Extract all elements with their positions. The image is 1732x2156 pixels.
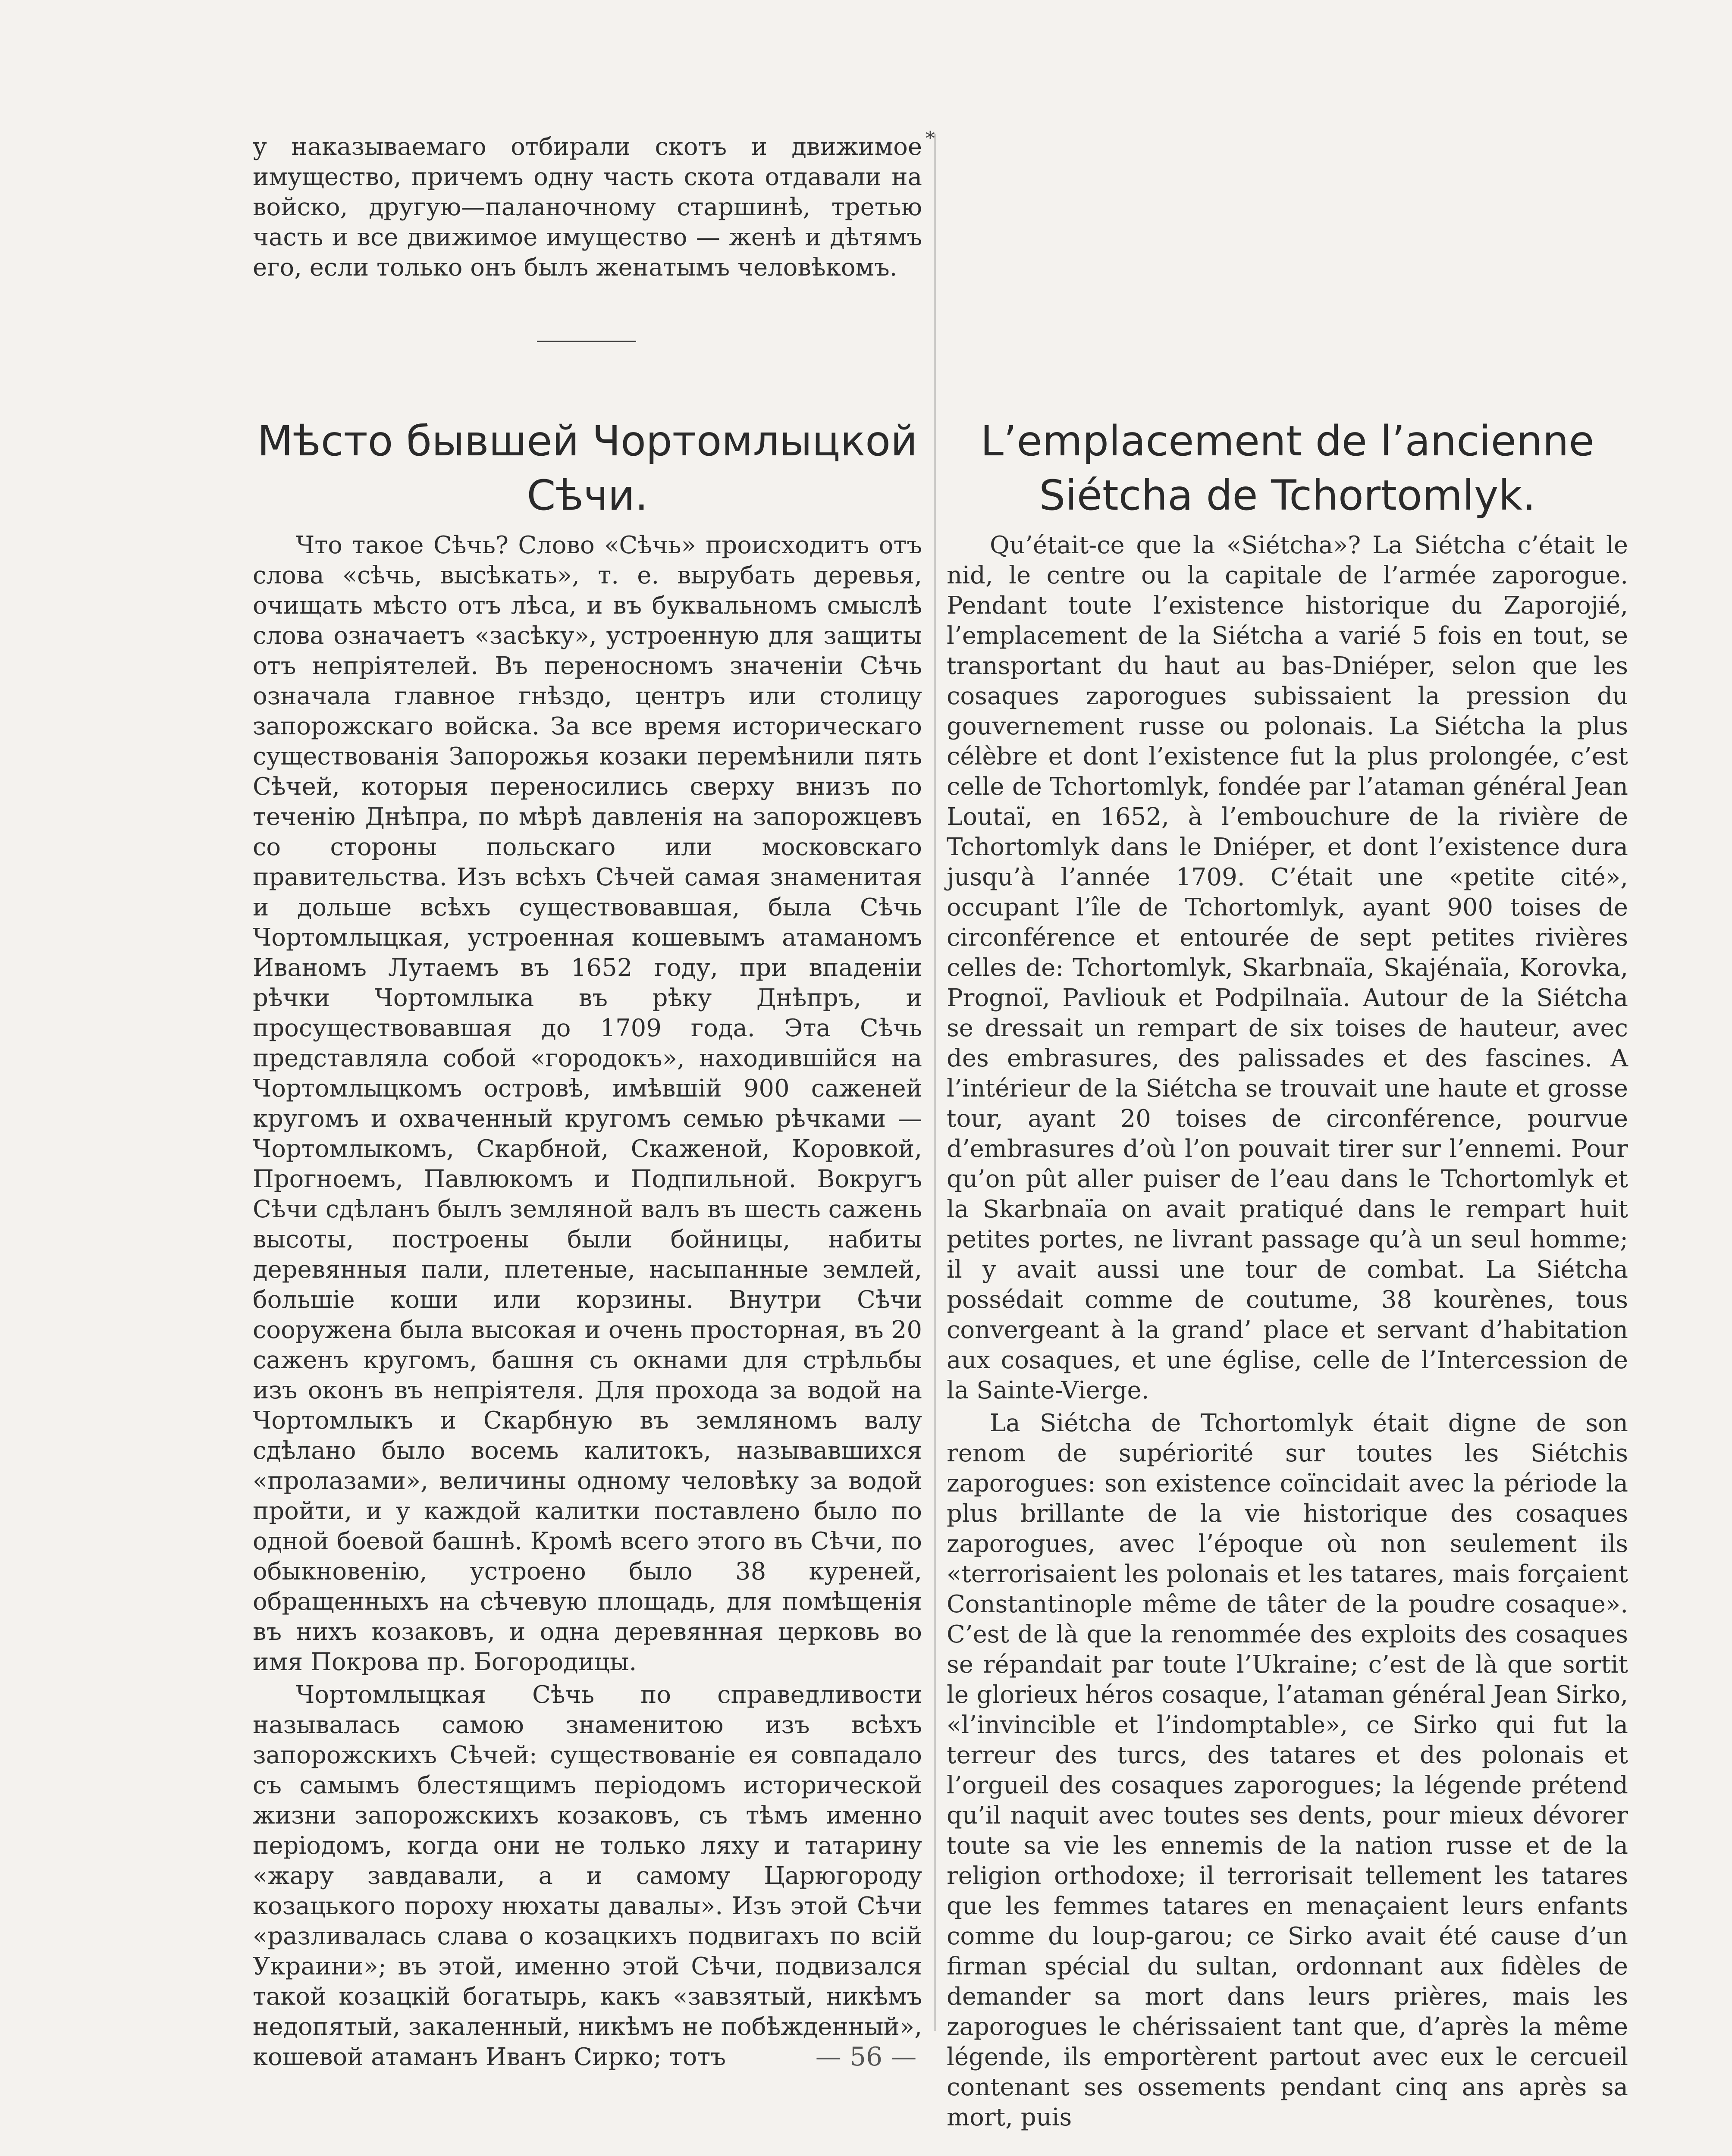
heading-french: L’emplacement de l’ancienne Siétcha de Tchortomlyk. — [980, 417, 1594, 520]
heading-russian: Мѣсто бывшей Чортомлыцкой Сѣчи. — [257, 417, 918, 520]
fr-paragraph: Qu’était-ce que la «Siétcha»? La Siétcha c’était le nid, le centre ou la capitale de l’armée zaporogue. Pendant toute l’existence historique du Zaporojié, l’emplacement de la Siétcha a varié 5 fois en tout, se transportant du haut au bas-Dniéper, selon que les cosaques zaporogues subissaient la pression du gouvernement russe ou polonais. La Siétcha la plus célèbre et dont l’existence fut la plus prolongée, c’est celle de Tchortomlyk, fondée par l’ataman général Jean Loutaï, en 1652, à l’embouchure de la rivière de Tchortomlyk dans le Dniéper, et dont l’existence dura jusqu’à l’année 1709. C’était une «petite cité», occupant l’île de Tchortomlyk, ayant 900 toises de circonférence et entourée de sept petites rivières celles de: Tchortomlyk, Skarbnaïa, Skajénaïa, Korovka, Prognoï, Pavliouk et Podpilnaïa. Autour de la Siétcha se dressait un rempart de six toises de hauteur, avec des embrasures, des palissades et des fascines. A l’intérieur de la Siétcha se trouvait une haute et grosse tour, ayant 20 toises de circonférence, pourvue d’embrasures d’où l’on pouvait tirer sur l’ennemi. Pour qu’on pût aller puiser de l’eau dans le Tchortomlyk et la Skarbnaïa on avait pratiqué dans le rempart huit petites portes, ne livrant passage qu’à un seul homme; il y avait aussi une tour de combat. La Siétcha possédait comme de coutume, 38 kourènes, tous convergeant à la grand’ place et servant d’habitation aux cosaques, et une église, celle de l’Intercession de la Sainte-Vierge. — [947, 531, 1628, 1404]
ru-paragraph: Чортомлыцкая Сѣчь по справедливости называлась самою знаменитою изъ всѣхъ запорожскихъ Сѣчей: существованіе ея совпадало съ самымъ блестящимъ періодомъ исторической жизни запорожскихъ козаковъ, съ тѣмъ именно періодомъ, когда они не только ляху и татарину «жару завдавали, а и самому Царюгороду козацького пороху нюхаты давалы». Изъ этой Сѣчи «разливалась слава о козацкихъ подвигахъ по всій Украини»; въ этой, именно этой Сѣчи, подвизался такой козацкій богатырь, какъ «завзятый, никѣмъ недопятый, закаленный, никѣмъ не побѣжденный», кошевой атаманъ Иванъ Сирко; тотъ — [253, 1681, 922, 2071]
section-divider-rule — [537, 341, 636, 342]
ru-paragraph: Что такое Сѣчь? Слово «Сѣчь» происходитъ отъ слова «сѣчь, высѣкать», т. е. вырубать деревья, очищать мѣсто отъ лѣса, и въ буквальномъ смыслѣ слова означаетъ «засѣку», устроенную для защиты отъ непріятелей. Въ переносномъ значеніи Сѣчь означала главное гнѣздо, центръ или столицу запорожскаго войска. За все время историческаго существованія Запорожья козаки перемѣнили пять Сѣчей, которыя переносились сверху внизъ по теченію Днѣпра, по мѣрѣ давленія на запорожцевъ со стороны польскаго или московскаго правительства. Изъ всѣхъ Сѣчей самая знаменитая и дольше всѣхъ существовавшая, была Сѣчь Чортомлыцкая, устроенная кошевымъ атаманомъ Иваномъ Лутаемъ въ 1652 году, при впаденіи рѣчки Чортомлыка въ рѣку Днѣпръ, и просуществовавшая до 1709 года. Эта Сѣчь представляла собой «городокъ», находившійся на Чортомлыцкомъ островѣ, имѣвшій 900 саженей кругомъ и охваченный кругомъ семью рѣчками — Чортомлыкомъ, Скарбной, Скаженой, Коровкой, Прогноемъ, Павлюкомъ и Подпильной. Вокругъ Сѣчи сдѣланъ былъ земляной валъ въ шесть сажень высоты, построены были бойницы, набиты деревянныя пали, плетеные, насыпанные землей, большіе коши или корзины. Внутри Сѣчи сооружена была высокая и очень просторная, въ 20 саженъ кругомъ, башня съ окнами для стрѣльбы изъ оконъ въ непріятеля. Для прохода за водой на Чортомлыкъ и Скарбную въ земляномъ валу сдѣлано было восемь калитокъ, называвшихся «пролазами», величины одному человѣку за водой пройти, и у каждой калитки поставлено было по одной боевой башнѣ. Кромѣ всего этого въ Сѣчи, по обыкновенію, устроено было 38 куреней, обращенныхъ на сѣчевую площадь, для помѣщенія въ нихъ козаковъ, и одна деревянная церковь во имя Покрова пр. Богородицы. — [253, 531, 922, 1676]
french-column — [947, 530, 1628, 2135]
margin-asterisk: * — [926, 128, 935, 150]
top-paragraph-text: у наказываемаго отбирали скотъ и движимое имущество, причемъ одну часть скота отдавали на войско, другую—паланочному старшинѣ, третью часть и все движимое имущество — женѣ и дѣтямъ его, если только онъ былъ женатымъ человѣкомъ. — [253, 133, 922, 282]
fr-paragraph: La Siétcha de Tchortomlyk était digne de son renom de supériorité sur toutes les Siétchis zaporogues: son existence coïncidait avec la période la plus brillante de la vie historique des cosaques zaporogues, avec l’époque où non seulement ils «terrorisaient les polonais et les tatares, mais forçaient Constantinople même de tâter de la poudre cosaque». C’est de là que la renommée des exploits des cosaques se répandait par toute l’Ukraine; c’est de là que sortit le glorieux héros cosaque, l’ataman général Jean Sirko, «l’invincible et l’indomptable», ce Sirko qui fut la terreur des turcs, des tatares et des polonais et l’orgueil des cosaques zaporogues; la légende prétend qu’il naquit avec toutes ses dents, pour mieux dévorer toute sa vie les ennemis de la nation russe et de la religion orthodoxe; il terrorisait tellement les tatares que les femmes tatares en menaçaient leurs enfants comme du loup-garou; ce Sirko avait été cause d’un firman spécial du sultan, ordonnant aux fidèles de demander sa mort dans leurs prières, mais les zaporogues le chérissaient tant que, d’après la même légende, ils emportèrent partout avec eux le cercueil contenant ses ossements pendant cinq ans après sa mort, puis — [947, 1409, 1628, 2131]
continued-paragraph — [253, 132, 922, 285]
russian-column — [253, 530, 922, 2075]
page-number: — 56 — — [815, 2042, 917, 2072]
